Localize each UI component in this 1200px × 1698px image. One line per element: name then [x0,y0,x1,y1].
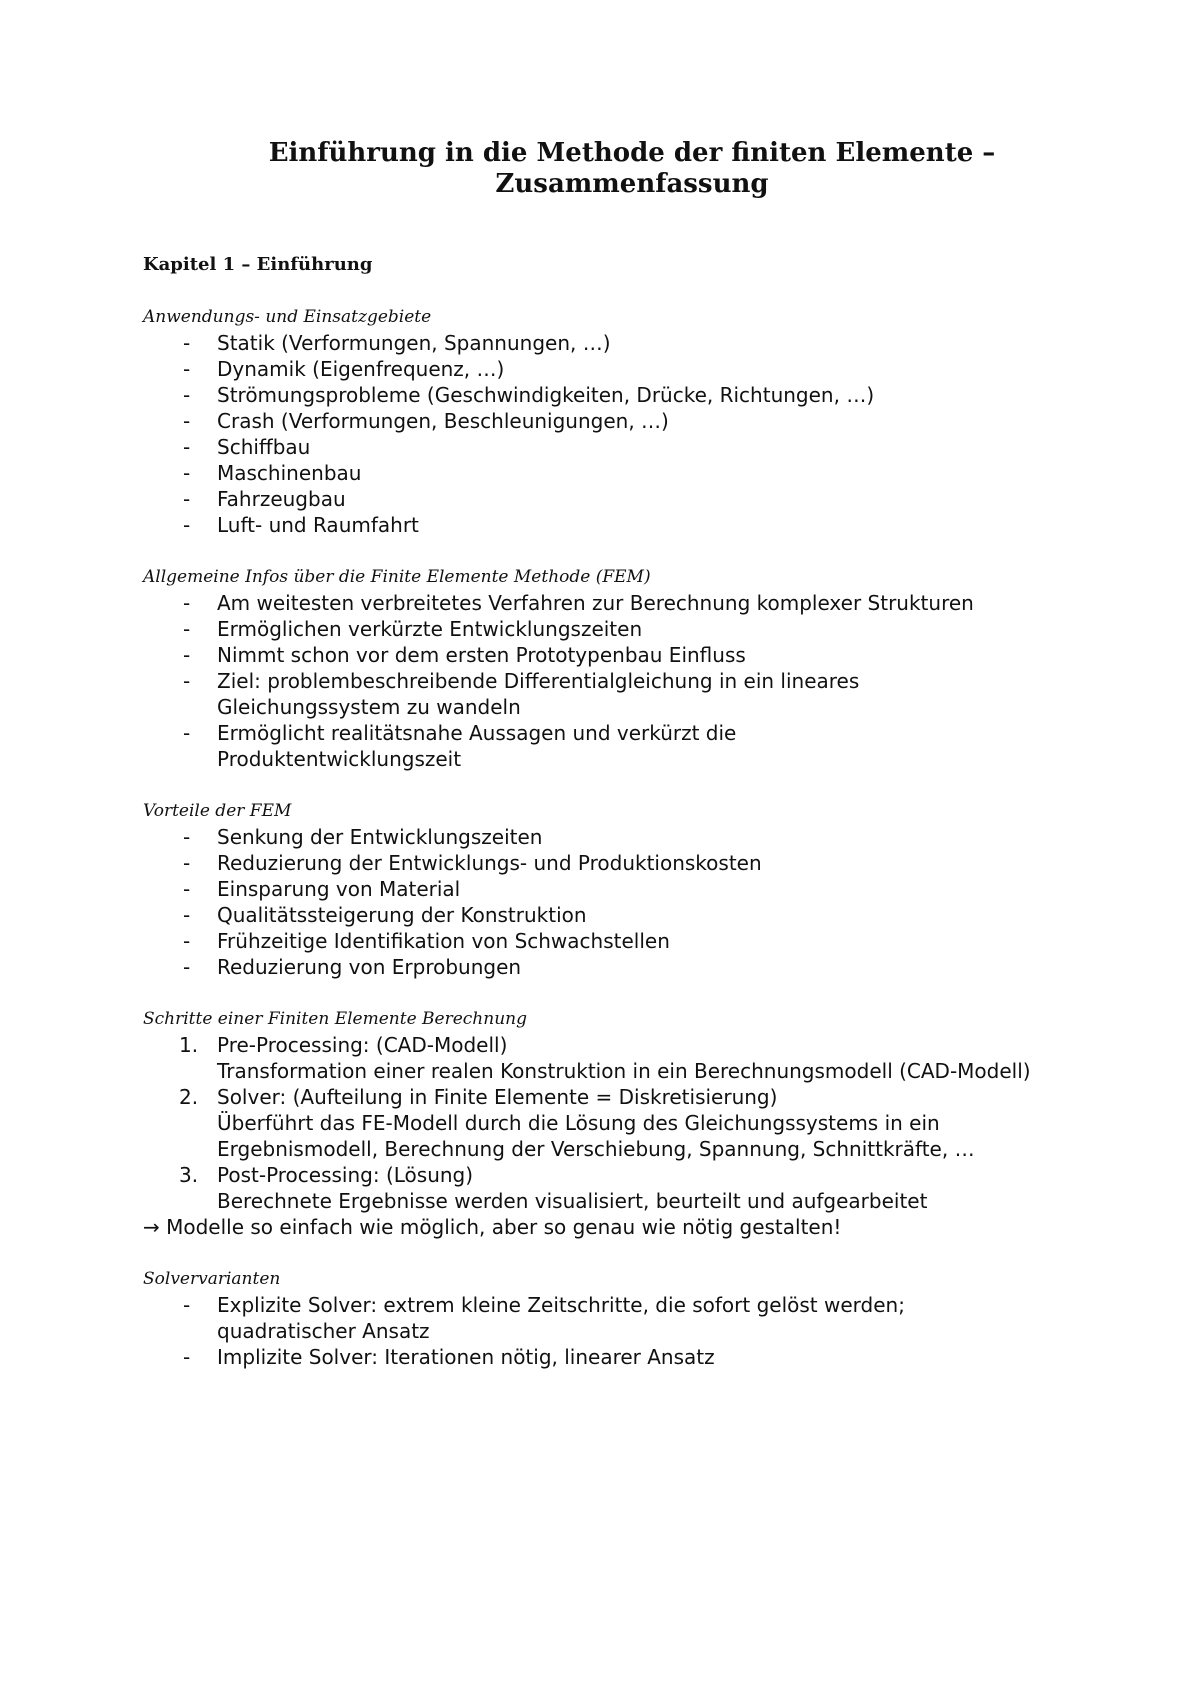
list-item-text: Dynamik (Eigenfrequenz, …) [217,356,505,381]
list-item [143,928,1103,954]
section-schritte [143,1006,1103,1240]
dash-marker: - [183,330,191,355]
dash-marker: - [183,824,191,849]
list-item [143,408,1103,434]
list-item-body [217,1084,1103,1162]
list-item [143,512,1103,538]
list-item [143,1162,1103,1214]
dash-marker: - [183,382,191,407]
step-detail: Berechnete Ergebnisse werden visualisiert, beurteilt und aufgearbeitet [217,1188,928,1213]
dash-marker: - [183,356,191,381]
list-item-text: Luft- und Raumfahrt [217,512,419,537]
conclusion-note: → Modelle so einfach wie möglich, aber so genau wie nötig gestalten! [143,1214,842,1239]
document-page [143,138,1103,1396]
list-item [143,356,1103,382]
list-item [143,1084,1103,1162]
list-item-text: Crash (Verformungen, Beschleunigungen, …) [217,408,669,433]
list-item [143,382,1103,408]
section-solvervarianten [143,1266,1103,1370]
document-title: Einführung in die Methode der finiten Elemente – Zusammenfassung [268,138,996,200]
list-item-text: Reduzierung von Erprobungen [217,954,522,979]
list-item [143,330,1103,356]
list-item [143,954,1103,980]
dash-marker: - [183,616,191,641]
list-item-text: Explizite Solver: extrem kleine Zeitschritte, die sofort gelöst werden; quadratischer Ansatz [217,1292,905,1343]
list-item-body [217,1032,1103,1084]
dash-marker: - [183,460,191,485]
list-item-text: Frühzeitige Identifikation von Schwachstellen [217,928,670,953]
dash-marker: - [183,590,191,615]
list-item-text: Implizite Solver: Iterationen nötig, linearer Ansatz [217,1344,715,1369]
dash-marker: - [183,954,191,979]
step-detail: Transformation einer realen Konstruktion in ein Berechnungsmodell (CAD-Modell) [217,1058,1031,1083]
list-item-text: Ermöglicht realitätsnahe Aussagen und verkürzt die Produktentwicklungszeit [217,720,737,771]
number-marker: 3. [179,1162,199,1187]
dash-marker: - [183,1344,191,1369]
dash-marker: - [183,902,191,927]
dash-marker: - [183,434,191,459]
list-item-text: Am weitesten verbreitetes Verfahren zur Berechnung komplexer Strukturen [217,590,974,615]
list-item-text: Ziel: problembeschreibende Differentialgleichung in ein lineares Gleichungssystem zu wandeln [217,668,860,719]
list-item [143,642,1103,668]
list-item-body [217,1162,1103,1214]
section-anwendungsgebiete [143,304,1103,538]
list-item-text: Senkung der Entwicklungszeiten [217,824,543,849]
dash-marker: - [183,512,191,537]
list-item [143,850,1103,876]
list-item [143,876,1103,902]
numbered-list [143,1032,1103,1214]
list-item-text: Qualitätssteigerung der Konstruktion [217,902,587,927]
list-item [143,824,1103,850]
list-item [143,616,1103,642]
step-title: Post-Processing: (Lösung) [217,1162,474,1187]
bullet-list [143,1292,1103,1370]
list-item-text: Ermöglichen verkürzte Entwicklungszeiten [217,616,643,641]
list-item [143,434,1103,460]
dash-marker: - [183,850,191,875]
dash-marker: - [183,408,191,433]
dash-marker: - [183,928,191,953]
list-item-text: Statik (Verformungen, Spannungen, …) [217,330,611,355]
list-item-text: Reduzierung der Entwicklungs- und Produktionskosten [217,850,762,875]
step-detail: Überführt das FE-Modell durch die Lösung des Gleichungssystems in ein Ergebnismodell, Berechnung der Verschiebung, Spannung, Schnittkräfte, … [217,1110,975,1161]
section-heading: Solvervarianten [143,1268,281,1289]
step-title: Solver: (Aufteilung in Finite Elemente = Diskretisierung) [217,1084,778,1109]
list-item [143,1292,1103,1344]
bullet-list [143,824,1103,980]
list-item-text: Einsparung von Material [217,876,461,901]
list-item [143,486,1103,512]
section-heading: Allgemeine Infos über die Finite Elemente Methode (FEM) [143,566,651,587]
list-item-text: Schiffbau [217,434,311,459]
dash-marker: - [183,668,191,693]
step-title: Pre-Processing: (CAD-Modell) [217,1032,508,1057]
list-item [143,1032,1103,1084]
list-item-text: Nimmt schon vor dem ersten Prototypenbau Einfluss [217,642,746,667]
section-allgemeine-infos [143,564,1103,772]
dash-marker: - [183,876,191,901]
number-marker: 2. [179,1084,199,1109]
section-heading: Vorteile der FEM [143,800,292,821]
dash-marker: - [183,1292,191,1317]
list-item-text: Strömungsprobleme (Geschwindigkeiten, Drücke, Richtungen, …) [217,382,875,407]
dash-marker: - [183,486,191,511]
list-item [143,668,1103,720]
list-item [143,720,1103,772]
dash-marker: - [183,642,191,667]
list-item [143,1344,1103,1370]
list-item-text: Maschinenbau [217,460,362,485]
section-heading: Anwendungs- und Einsatzgebiete [143,306,432,327]
dash-marker: - [183,720,191,745]
list-item [143,460,1103,486]
list-item-text: Fahrzeugbau [217,486,346,511]
section-heading: Schritte einer Finiten Elemente Berechnung [143,1008,527,1029]
chapter-heading: Kapitel 1 – Einführung [143,254,373,276]
section-vorteile [143,798,1103,980]
list-item [143,590,1103,616]
list-item [143,902,1103,928]
bullet-list [143,590,1103,772]
number-marker: 1. [179,1032,199,1057]
bullet-list [143,330,1103,538]
